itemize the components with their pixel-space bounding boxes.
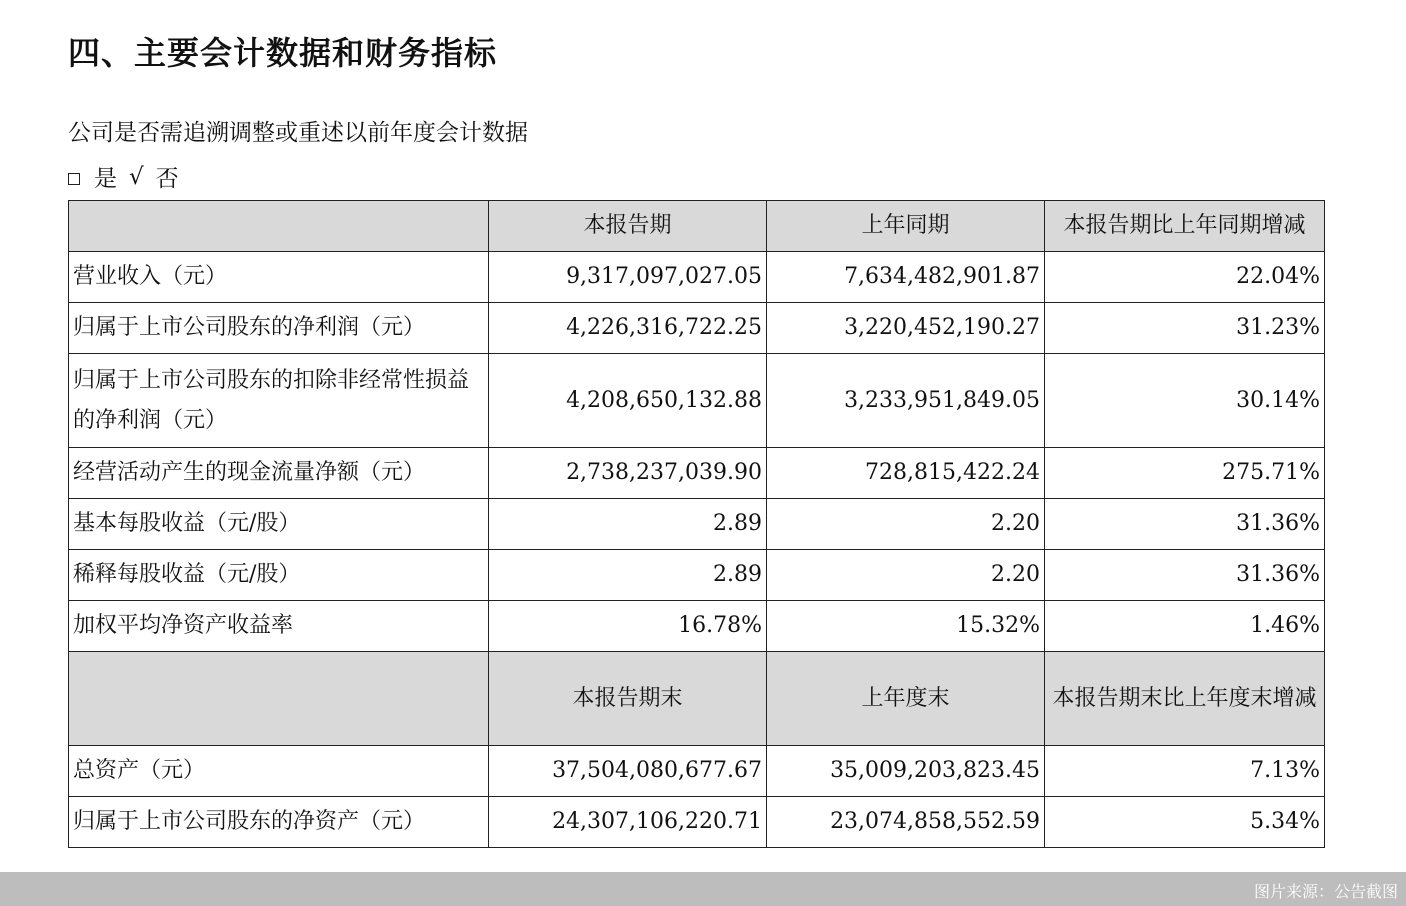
- financial-data-table: [68, 200, 1325, 848]
- option-no-label: 否: [155, 166, 179, 192]
- prior-value: 3,233,951,849.05: [767, 354, 1045, 448]
- header-cell: 本报告期末比上年度末增减: [1045, 652, 1325, 746]
- table-row: [69, 550, 1325, 601]
- section-heading: 四、主要会计数据和财务指标: [68, 34, 498, 72]
- current-value: 2,738,237,039.90: [489, 448, 767, 499]
- current-value: 4,226,316,722.25: [489, 303, 767, 354]
- change-value: 30.14%: [1045, 354, 1325, 448]
- row-label: 归属于上市公司股东的净利润（元）: [69, 303, 489, 354]
- change-value: 22.04%: [1045, 252, 1325, 303]
- change-value: 5.34%: [1045, 797, 1325, 848]
- header-cell: [69, 201, 489, 252]
- prior-value: 7,634,482,901.87: [767, 252, 1045, 303]
- prior-value: 3,220,452,190.27: [767, 303, 1045, 354]
- header-cell: 上年同期: [767, 201, 1045, 252]
- prior-value: 23,074,858,552.59: [767, 797, 1045, 848]
- table-row: [69, 797, 1325, 848]
- current-value: 4,208,650,132.88: [489, 354, 767, 448]
- table-row: [69, 448, 1325, 499]
- row-label: 加权平均净资产收益率: [69, 601, 489, 652]
- table-row: [69, 252, 1325, 303]
- table-row: [69, 499, 1325, 550]
- row-label: 基本每股收益（元/股）: [69, 499, 489, 550]
- change-value: 1.46%: [1045, 601, 1325, 652]
- image-source-bar: [0, 872, 1406, 906]
- header-cell: 本报告期: [489, 201, 767, 252]
- current-value: 9,317,097,027.05: [489, 252, 767, 303]
- row-label: 营业收入（元）: [69, 252, 489, 303]
- row-label: 总资产（元）: [69, 746, 489, 797]
- check-mark-icon: √: [129, 163, 144, 190]
- current-value: 37,504,080,677.67: [489, 746, 767, 797]
- current-value: 2.89: [489, 550, 767, 601]
- prior-value: 728,815,422.24: [767, 448, 1045, 499]
- restatement-options: [68, 160, 179, 193]
- table-row: [69, 303, 1325, 354]
- prior-value: 2.20: [767, 550, 1045, 601]
- checkbox-icon: [68, 173, 80, 185]
- image-source-caption: 图片来源：公告截图: [1253, 882, 1398, 901]
- header-cell: 上年度末: [767, 652, 1045, 746]
- restatement-question: 公司是否需追溯调整或重述以前年度会计数据: [68, 120, 528, 146]
- header-cell: 本报告期末: [489, 652, 767, 746]
- header-cell: 本报告期比上年同期增减: [1045, 201, 1325, 252]
- change-value: 31.36%: [1045, 550, 1325, 601]
- table-row: [69, 601, 1325, 652]
- change-value: 275.71%: [1045, 448, 1325, 499]
- row-label: 归属于上市公司股东的扣除非经常性损益的净利润（元）: [69, 354, 489, 448]
- option-yes-label: 是: [94, 166, 117, 192]
- current-value: 16.78%: [489, 601, 767, 652]
- row-label: 经营活动产生的现金流量净额（元）: [69, 448, 489, 499]
- current-value: 2.89: [489, 499, 767, 550]
- table-row: [69, 354, 1325, 448]
- change-value: 7.13%: [1045, 746, 1325, 797]
- prior-value: 35,009,203,823.45: [767, 746, 1045, 797]
- table-header-row: [69, 201, 1325, 252]
- row-label: 归属于上市公司股东的净资产（元）: [69, 797, 489, 848]
- header-cell: [69, 652, 489, 746]
- prior-value: 15.32%: [767, 601, 1045, 652]
- prior-value: 2.20: [767, 499, 1045, 550]
- current-value: 24,307,106,220.71: [489, 797, 767, 848]
- change-value: 31.23%: [1045, 303, 1325, 354]
- table-header-row: [69, 652, 1325, 746]
- row-label: 稀释每股收益（元/股）: [69, 550, 489, 601]
- table-row: [69, 746, 1325, 797]
- change-value: 31.36%: [1045, 499, 1325, 550]
